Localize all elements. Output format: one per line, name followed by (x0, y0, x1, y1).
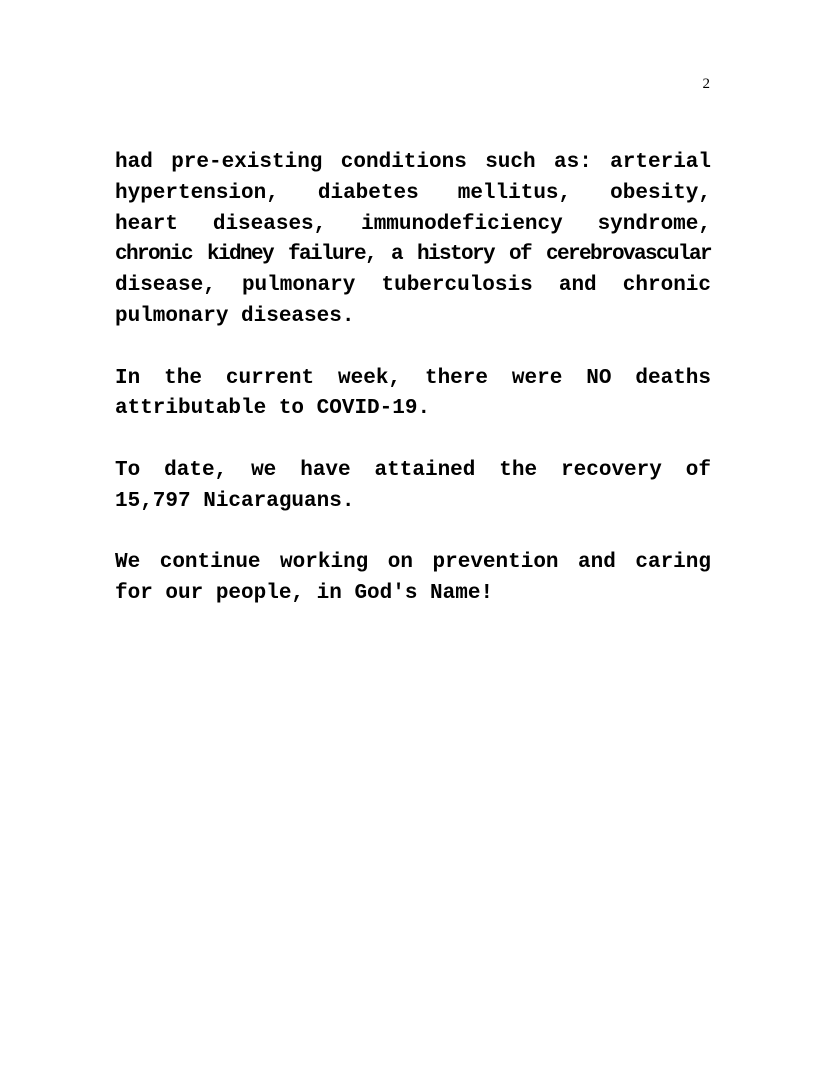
text-line: chronic kidney failure, a history of cerebrovascular (115, 243, 711, 267)
paragraph-preexisting-conditions (115, 148, 711, 333)
text-line: heart diseases, immunodeficiency syndrome, (115, 212, 711, 236)
text-line: We continue working on prevention and caring (115, 551, 711, 575)
text-line: had pre-existing conditions such as: arterial (115, 151, 711, 174)
text-line: for our people, in God's Name! (115, 582, 494, 606)
paragraph-deaths (115, 364, 711, 426)
paragraph-recovery (115, 456, 711, 518)
page-number: 2 (702, 76, 710, 92)
text-line: To date, we have attained the recovery of (115, 458, 711, 482)
text-line: disease, pulmonary tuberculosis and chronic (115, 274, 711, 298)
paragraph-closing (115, 548, 711, 610)
document-body (115, 148, 711, 610)
text-line: attributable to COVID-19. (115, 397, 431, 421)
text-line: 15,797 Nicaraguans. (115, 489, 355, 513)
text-line: hypertension, diabetes mellitus, obesity, (115, 181, 711, 205)
text-line: In the current week, there were NO deaths (115, 366, 711, 390)
text-line: pulmonary diseases. (115, 304, 355, 328)
